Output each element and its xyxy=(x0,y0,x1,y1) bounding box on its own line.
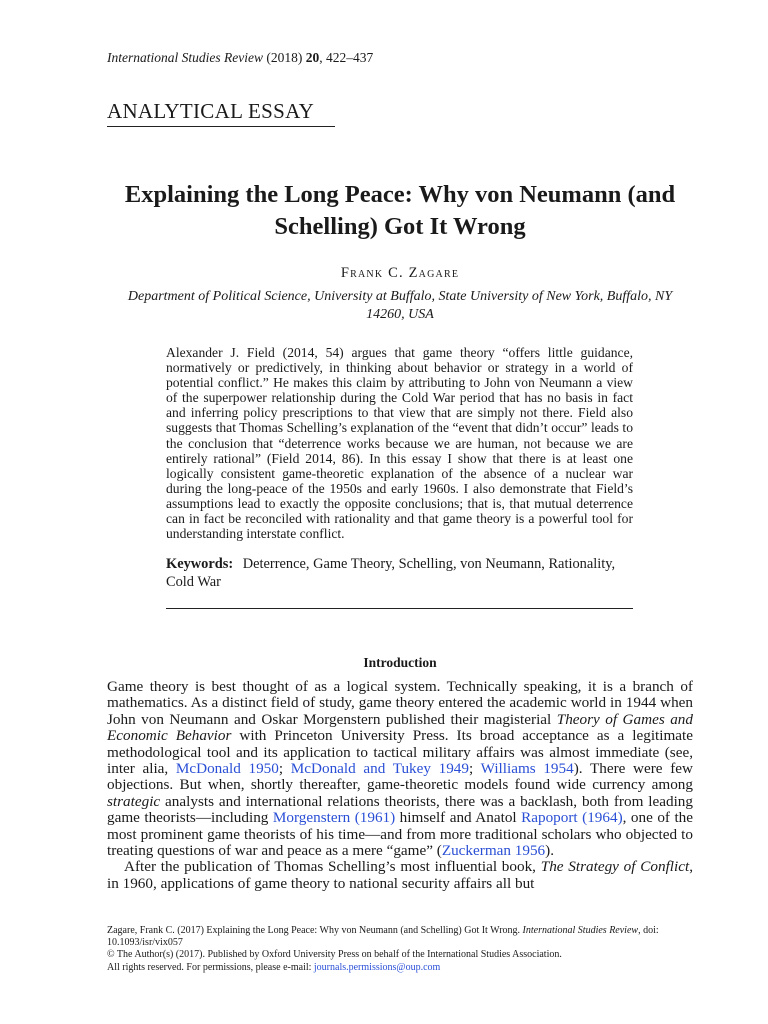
footer-citation-text: Zagare, Frank C. (2017) Explaining the Long Peace: Why von Neumann (and Schelling) Got It Wrong. xyxy=(107,925,523,936)
journal-volume: 20 xyxy=(305,50,320,65)
text-run: , in 1960, applications of game theory to national security affairs all but xyxy=(107,858,693,892)
author-affiliation: Department of Political Science, University at Buffalo, State University of New York, Buffalo, NY 14260, USA xyxy=(127,289,673,322)
book-title: The Strategy of Conflict xyxy=(540,858,690,876)
permissions-email-link[interactable]: journals.permissions@oup.com xyxy=(313,961,441,973)
journal-year: (2018) xyxy=(266,50,303,65)
citation-link[interactable]: Zuckerman 1956 xyxy=(441,842,546,860)
citation-link[interactable]: McDonald and Tukey 1949 xyxy=(290,760,469,778)
journal-citation-header xyxy=(107,50,373,66)
footer-citation xyxy=(107,925,697,974)
book-title: Theory of Games and Economic Behavior xyxy=(107,710,693,745)
text-run: , one of the most prominent game theorists of his time—and from more traditional scholars who objected to treating questions of war and peace as a mere “game” ( xyxy=(107,809,694,860)
introduction-body xyxy=(107,679,693,892)
citation-link[interactable]: McDonald 1950 xyxy=(175,760,279,778)
text-run: ). xyxy=(545,842,554,860)
text-run: Game theory is best thought of as a logical system. Technically speaking, it is a branch of mathematics. As a distinct field of study, game theory entered the academic world in 1944 when John von Neumann and Oskar Morgenstern published their magisterial xyxy=(107,678,693,728)
journal-name: International Studies Review xyxy=(107,50,263,65)
text-run: After the publication of Thomas Schelling’s most influential book, xyxy=(124,858,541,876)
text-run: ; xyxy=(278,760,291,778)
intro-paragraph-2 xyxy=(107,859,693,892)
journal-pages: , 422–437 xyxy=(319,50,374,65)
footer-doi: , doi: 10.1093/isr/vix057 xyxy=(107,925,659,949)
introduction-heading: Introduction xyxy=(363,655,437,670)
footer-rights: All rights reserved. For permissions, please e-mail: xyxy=(107,961,314,973)
section-label-rule xyxy=(107,126,335,127)
paper-title: Explaining the Long Peace: Why von Neumann (and Schelling) Got It Wrong xyxy=(124,181,676,240)
citation-link[interactable]: Morgenstern (1961) xyxy=(272,809,396,827)
footer-journal-name: International Studies Review xyxy=(522,925,639,936)
text-run: with Princeton University Press. Its broad acceptance as a legitimate methodological tool and its application to tactical military affairs was almost immediate (see, inter alia, xyxy=(107,727,694,778)
abstract: Alexander J. Field (2014, 54) argues that game theory “offers little guidance, normatively or predictively, in thinking about behavior or strategy in a world of potential conflict.” He makes this claim by attributing to John von Neumann a view of the superpower relationship during the Cold War period that has no basis in fact and inferring policy prescriptions to that view that are simply not there. Field also suggests that Thomas Schelling’s explanation of the “event that didn’t occur” leads to the conclusion that “deterrence works because we are human, not because we are entirely rational” (Field 2014, 86). In this essay I show that there is at least one logically consistent game-theoretic explanation of the absence of a nuclear war during the long-peace of the 1950s and early 1960s. I also demonstrate that Field’s assumptions lead to exactly the opposite conclusions; that is, that mutual deterrence can in fact be reconciled with rationality and that game theory is a powerful tool for understanding interstate conflict. xyxy=(166,345,633,542)
keywords-label: Keywords: xyxy=(166,556,234,572)
text-run: ; xyxy=(469,760,481,778)
author-name: Frank C. Zagare xyxy=(340,265,460,281)
citation-link[interactable]: Williams 1954 xyxy=(480,760,574,778)
section-label: ANALYTICAL ESSAY xyxy=(107,99,315,123)
intro-paragraph-1 xyxy=(107,679,693,859)
abstract-divider xyxy=(166,608,633,609)
text-run: himself and Anatol xyxy=(395,809,522,827)
text-run: ). There were few objections. But when, shortly thereafter, game-theoretic models found wide currency among xyxy=(107,760,693,794)
keywords xyxy=(166,555,633,591)
keywords-text: Deterrence, Game Theory, Schelling, von Neumann, Rationality, Cold War xyxy=(166,556,616,590)
citation-link[interactable]: Rapoport (1964) xyxy=(521,809,623,827)
footer-copyright: © The Author(s) (2017). Published by Oxford University Press on behalf of the International Studies Association. xyxy=(107,949,562,961)
text-run: analysts and international relations theorists, there was a backlash, both from leading game theorists—including xyxy=(107,792,693,827)
emphasis: strategic xyxy=(107,792,161,810)
